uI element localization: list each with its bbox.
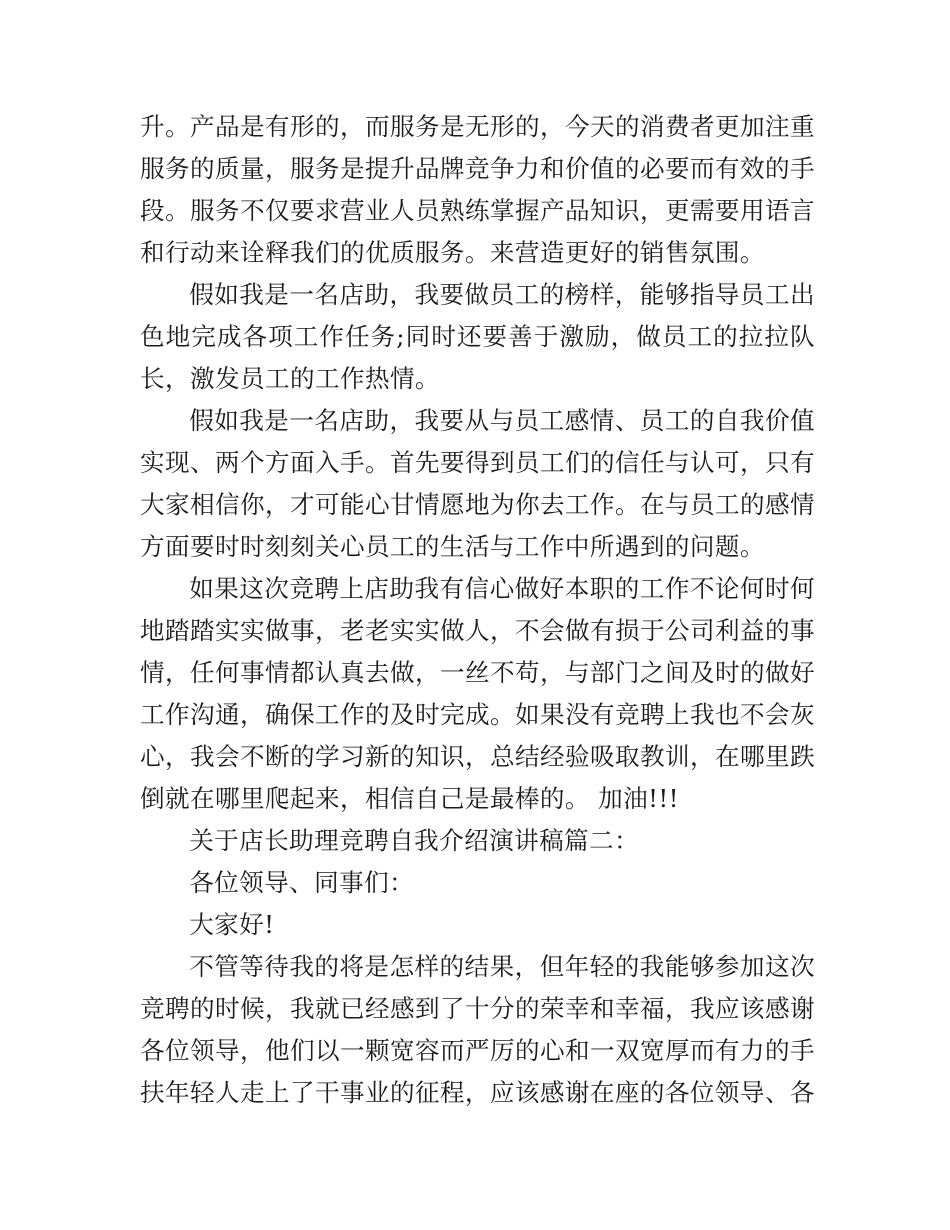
salutation: 各位领导、同事们： bbox=[189, 868, 415, 897]
section-heading: 关于店长助理竞聘自我介绍演讲稿篇二： bbox=[189, 826, 640, 855]
greeting: 大家好! bbox=[189, 910, 275, 939]
paragraph-4: 如果这次竞聘上店助我有信心做好本职的工作不论何时何地踏踏实实做事，老老实实做人，不会做有损于公司利益的事情，任何事情都认真去做，一丝不苟，与部门之间及时的做好工作沟通，确保工作的及时完成。如果没有竞聘上我也不会灰心，我会不断的学习新的知识，总结经验吸取教训，在哪里跌倒就在哪里爬起来，相信自己是最棒的。 加油!!! bbox=[140, 574, 815, 813]
paragraph-8: 不管等待我的将是怎样的结果，但年轻的我能够参加这次竞聘的时候，我就已经感到了十分的荣幸和幸福，我应该感谢各位领导，他们以一颗宽容而严厉的心和一双宽厚而有力的手扶年轻人走上了干事业的征程，应该感谢在座的各位领导、各 bbox=[140, 952, 815, 1107]
paragraph-1: 升。产品是有形的，而服务是无形的，今天的消费者更加注重服务的质量，服务是提升品牌竞争力和价值的必要而有效的手段。服务不仅要求营业人员熟练掌握产品知识，更需要用语言和行动来诠释我们的优质服务。来营造更好的销售氛围。 bbox=[140, 112, 815, 267]
document-body bbox=[140, 106, 815, 1114]
paragraph-3: 假如我是一名店助，我要从与员工感情、员工的自我价值实现、两个方面入手。首先要得到员工们的信任与认可，只有大家相信你，才可能心甘情愿地为你去工作。在与员工的感情方面要时时刻刻关心员工的生活与工作中所遇到的问题。 bbox=[140, 406, 815, 561]
paragraph-2: 假如我是一名店助，我要做员工的榜样，能够指导员工出色地完成各项工作任务;同时还要善于激励，做员工的拉拉队长，激发员工的工作热情。 bbox=[140, 280, 815, 393]
